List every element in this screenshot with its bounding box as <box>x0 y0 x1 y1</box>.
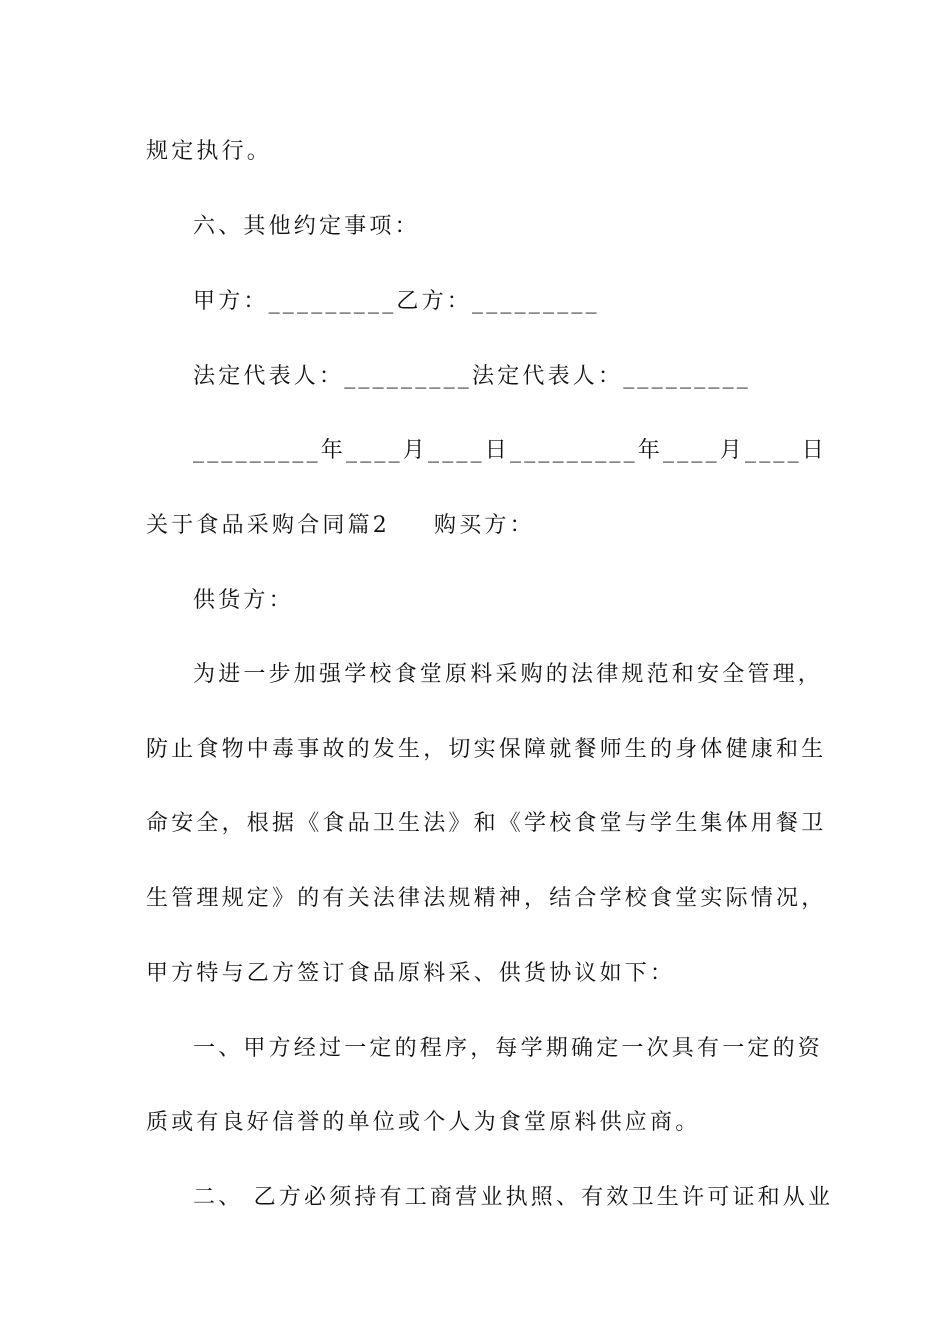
text-line: 规定执行。 <box>146 139 273 164</box>
buyer-label: 购买方： <box>434 513 535 538</box>
signature-date-line: _________年____月____日_________年____月____日 <box>193 438 828 463</box>
signature-representative-line: 法定代表人：_________法定代表人：_________ <box>193 364 752 389</box>
section-heading: 六、其他约定事项： <box>193 214 420 239</box>
contract-title-line <box>146 511 535 541</box>
paragraph-line: 生管理规定》的有关法律法规精神，结合学校食堂实际情况， <box>146 886 827 911</box>
paragraph-line: 命安全，根据《食品卫生法》和《学校食堂与学生集体用餐卫 <box>146 811 827 836</box>
clause-line: 一、甲方经过一定的程序，每学期确定一次具有一定的资 <box>193 1036 824 1061</box>
supplier-label: 供货方： <box>193 588 294 613</box>
paragraph-line: 防止食物中毒事故的发生，切实保障就餐师生的身体健康和生 <box>146 737 827 762</box>
signature-party-line: 甲方：_________乙方：_________ <box>193 289 600 314</box>
clause-line: 二、 乙方必须持有工商营业执照、有效卫生许可证和从业 <box>193 1185 834 1210</box>
clause-line: 质或有良好信誉的单位或个人为食堂原料供应商。 <box>146 1110 701 1135</box>
paragraph-line: 甲方特与乙方签订食品原料采、供货协议如下： <box>146 961 676 986</box>
paragraph-line: 为进一步加强学校食堂原料采购的法律规范和安全管理， <box>193 662 824 687</box>
contract-title: 关于食品采购合同篇2 <box>146 513 390 538</box>
